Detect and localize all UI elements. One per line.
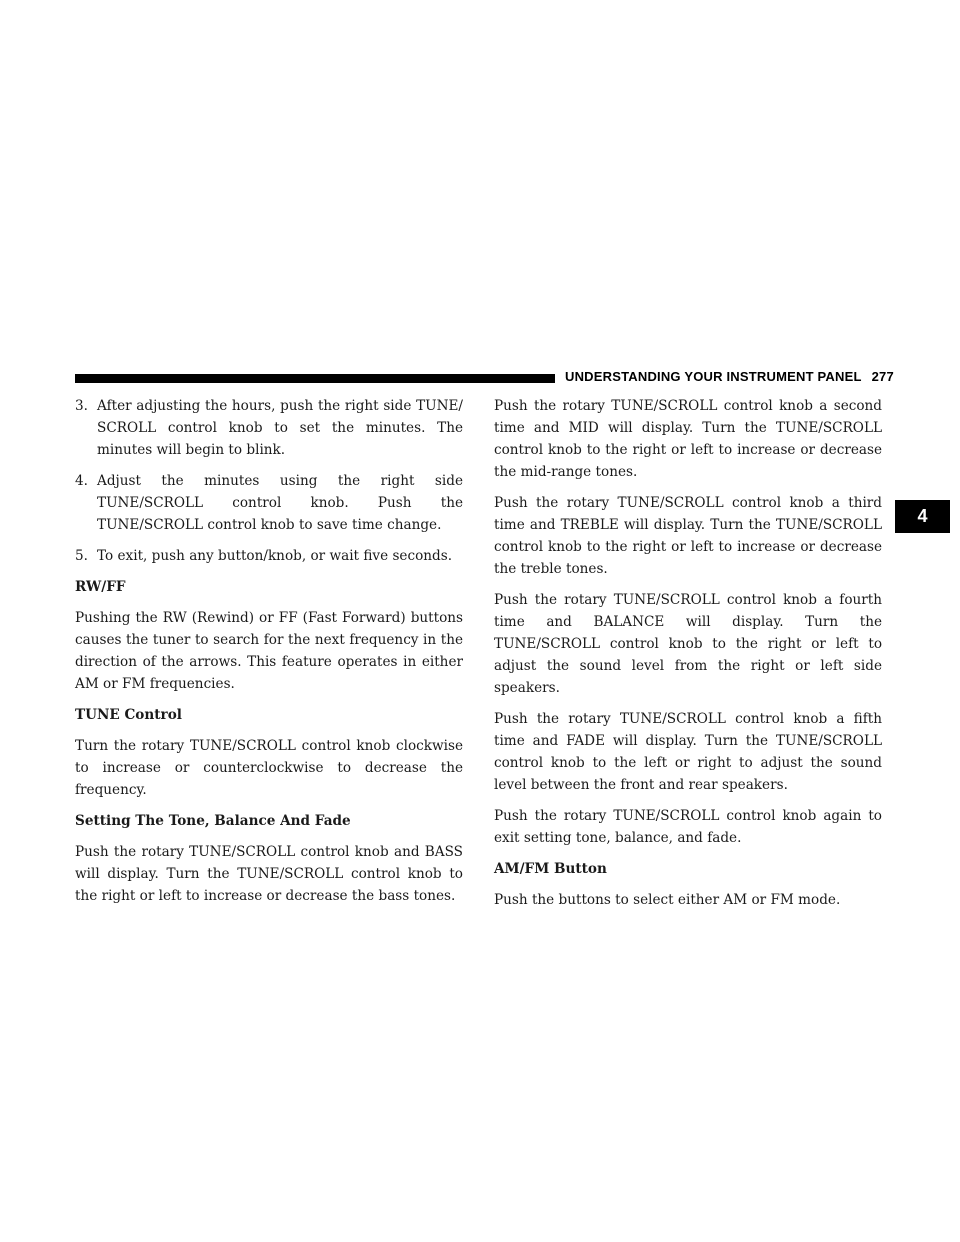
section-title: UNDERSTANDING YOUR INSTRUMENT PANEL <box>565 369 862 384</box>
paragraph-fade: Push the rotary TUNE/SCROLL control knob a fifth time and FADE will display. Turn the TUNE/SCROLL control knob to the left or right to adjust the sound level between the front and rear speakers. <box>494 711 882 793</box>
left-column <box>75 395 463 916</box>
list-item <box>75 545 463 567</box>
header-rule <box>75 374 555 383</box>
page-number: 277 <box>871 369 894 384</box>
running-header <box>565 369 894 384</box>
paragraph-amfm: Push the buttons to select either AM or FM mode. <box>494 892 841 908</box>
heading-rwff: RW/FF <box>75 579 126 595</box>
heading-tone-balance-fade: Setting The Tone, Balance And Fade <box>75 813 351 829</box>
heading-tune-control: TUNE Control <box>75 707 182 723</box>
step-text: Adjust the minutes using the right side TUNE/SCROLL control knob. Push the TUNE/SCROLL control knob to save time change. <box>97 473 463 533</box>
paragraph-treble: Push the rotary TUNE/SCROLL control knob a third time and TREBLE will display. Turn the TUNE/SCROLL control knob to the right or left to increase or decrease the treble tones. <box>494 495 882 577</box>
paragraph-exit: Push the rotary TUNE/SCROLL control knob again to exit setting tone, balance, and fade. <box>494 808 882 846</box>
step-text: To exit, push any button/knob, or wait five seconds. <box>97 548 453 564</box>
paragraph-mid: Push the rotary TUNE/SCROLL control knob a second time and MID will display. Turn the TUNE/SCROLL control knob to the right or left to increase or decrease the mid-range tones. <box>494 398 882 480</box>
list-item <box>75 395 463 461</box>
paragraph-tone: Push the rotary TUNE/SCROLL control knob and BASS will display. Turn the TUNE/SCROLL control knob to the right or left to increase or decrease the bass tones. <box>75 844 463 904</box>
chapter-tab: 4 <box>895 500 950 533</box>
step-number: 3. <box>75 398 88 414</box>
paragraph-balance: Push the rotary TUNE/SCROLL control knob a fourth time and BALANCE will display. Turn the TUNE/SCROLL control knob to the right or left to adjust the sound level from the right or left side speakers. <box>494 592 882 696</box>
step-text: After adjusting the hours, push the right side TUNE/ SCROLL control knob to set the minutes. The minutes will begin to blink. <box>97 398 463 458</box>
paragraph-tune-control: Turn the rotary TUNE/SCROLL control knob clockwise to increase or counterclockwise to decrease the frequency. <box>75 738 463 798</box>
list-item <box>75 470 463 536</box>
step-number: 5. <box>75 548 88 564</box>
right-column <box>494 395 882 920</box>
heading-amfm-button: AM/FM Button <box>494 861 607 877</box>
step-number: 4. <box>75 473 88 489</box>
paragraph-rwff: Pushing the RW (Rewind) or FF (Fast Forward) buttons causes the tuner to search for the next frequency in the direction of the arrows. This feature operates in either AM or FM frequencies. <box>75 610 463 692</box>
